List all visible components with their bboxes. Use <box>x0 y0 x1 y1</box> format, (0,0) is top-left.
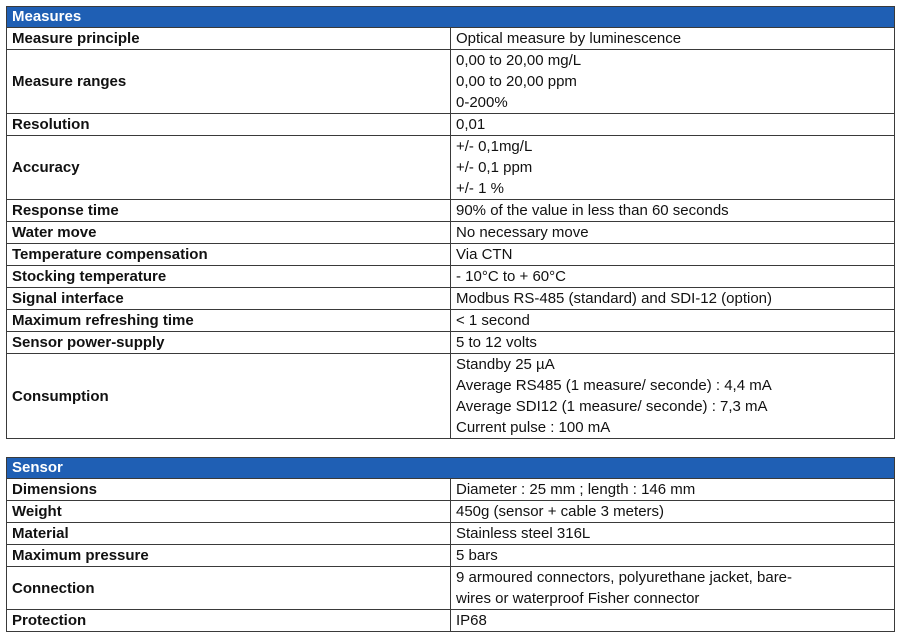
value-line: wires or waterproof Fisher connector <box>456 590 700 607</box>
row-value <box>451 222 895 244</box>
row-value <box>451 610 895 632</box>
table-row <box>7 310 895 332</box>
row-label: Response time <box>7 200 451 222</box>
row-label: Maximum refreshing time <box>7 310 451 332</box>
row-value <box>451 288 895 310</box>
value-line: No necessary move <box>456 224 589 241</box>
row-value <box>451 244 895 266</box>
table-row <box>7 136 895 200</box>
value-line: - 10°C to + 60°C <box>456 268 566 285</box>
measures-table <box>6 6 895 439</box>
value-line: Diameter : 25 mm ; length : 146 mm <box>456 481 696 498</box>
row-label: Signal interface <box>7 288 451 310</box>
value-line: Optical measure by luminescence <box>456 30 682 47</box>
row-label: Sensor power-supply <box>7 332 451 354</box>
row-value <box>451 200 895 222</box>
row-value <box>451 332 895 354</box>
value-line: Average SDI12 (1 measure/ seconde) : 7,3 mA <box>456 398 768 415</box>
value-line: +/- 0,1mg/L <box>456 138 533 155</box>
row-value <box>451 266 895 288</box>
value-line: Standby 25 µA <box>456 356 555 373</box>
table-row <box>7 200 895 222</box>
row-label: Maximum pressure <box>7 545 451 567</box>
value-line: Modbus RS-485 (standard) and SDI-12 (option) <box>456 290 772 307</box>
value-line: Current pulse : 100 mA <box>456 419 611 436</box>
table-row <box>7 114 895 136</box>
value-line: +/- 1 % <box>456 180 504 197</box>
table-row <box>7 222 895 244</box>
value-line: 0,00 to 20,00 mg/L <box>456 52 582 69</box>
table-row <box>7 523 895 545</box>
value-line: 90% of the value in less than 60 seconds <box>456 202 729 219</box>
row-label: Water move <box>7 222 451 244</box>
row-value <box>451 50 895 114</box>
row-label: Protection <box>7 610 451 632</box>
row-value <box>451 545 895 567</box>
value-line: 0,00 to 20,00 ppm <box>456 73 577 90</box>
row-label: Connection <box>7 567 451 610</box>
row-label: Dimensions <box>7 479 451 501</box>
row-label: Stocking temperature <box>7 266 451 288</box>
row-value <box>451 501 895 523</box>
value-line: < 1 second <box>456 312 530 329</box>
value-line: Via CTN <box>456 246 513 263</box>
table-row <box>7 567 895 610</box>
table-row <box>7 266 895 288</box>
row-value <box>451 114 895 136</box>
measures-rows <box>7 28 895 439</box>
row-value <box>451 567 895 610</box>
row-label: Consumption <box>7 354 451 439</box>
row-label: Accuracy <box>7 136 451 200</box>
table-row <box>7 610 895 632</box>
value-line: 5 bars <box>456 547 498 564</box>
value-line: Average RS485 (1 measure/ seconde) : 4,4 mA <box>456 377 772 394</box>
sensor-section-header: Sensor <box>7 458 895 479</box>
value-line: 0-200% <box>456 94 508 111</box>
table-row <box>7 354 895 439</box>
row-value <box>451 136 895 200</box>
row-value <box>451 310 895 332</box>
row-value <box>451 28 895 50</box>
value-line: 5 to 12 volts <box>456 334 537 351</box>
table-row <box>7 479 895 501</box>
measures-section-header: Measures <box>7 7 895 28</box>
table-row <box>7 288 895 310</box>
table-row <box>7 545 895 567</box>
row-label: Weight <box>7 501 451 523</box>
row-value <box>451 479 895 501</box>
row-label: Resolution <box>7 114 451 136</box>
row-label: Measure ranges <box>7 50 451 114</box>
table-row <box>7 332 895 354</box>
sensor-table <box>6 457 895 632</box>
table-row <box>7 501 895 523</box>
sensor-rows <box>7 479 895 632</box>
value-line: 450g (sensor + cable 3 meters) <box>456 503 665 520</box>
table-row <box>7 244 895 266</box>
table-row <box>7 50 895 114</box>
table-row <box>7 28 895 50</box>
row-label: Material <box>7 523 451 545</box>
value-line: Stainless steel 316L <box>456 525 591 542</box>
row-value <box>451 523 895 545</box>
value-line: +/- 0,1 ppm <box>456 159 533 176</box>
value-line: 0,01 <box>456 116 486 133</box>
value-line: 9 armoured connectors, polyurethane jacket, bare- <box>456 569 793 586</box>
row-label: Temperature compensation <box>7 244 451 266</box>
value-line: IP68 <box>456 612 487 629</box>
row-label: Measure principle <box>7 28 451 50</box>
row-value <box>451 354 895 439</box>
